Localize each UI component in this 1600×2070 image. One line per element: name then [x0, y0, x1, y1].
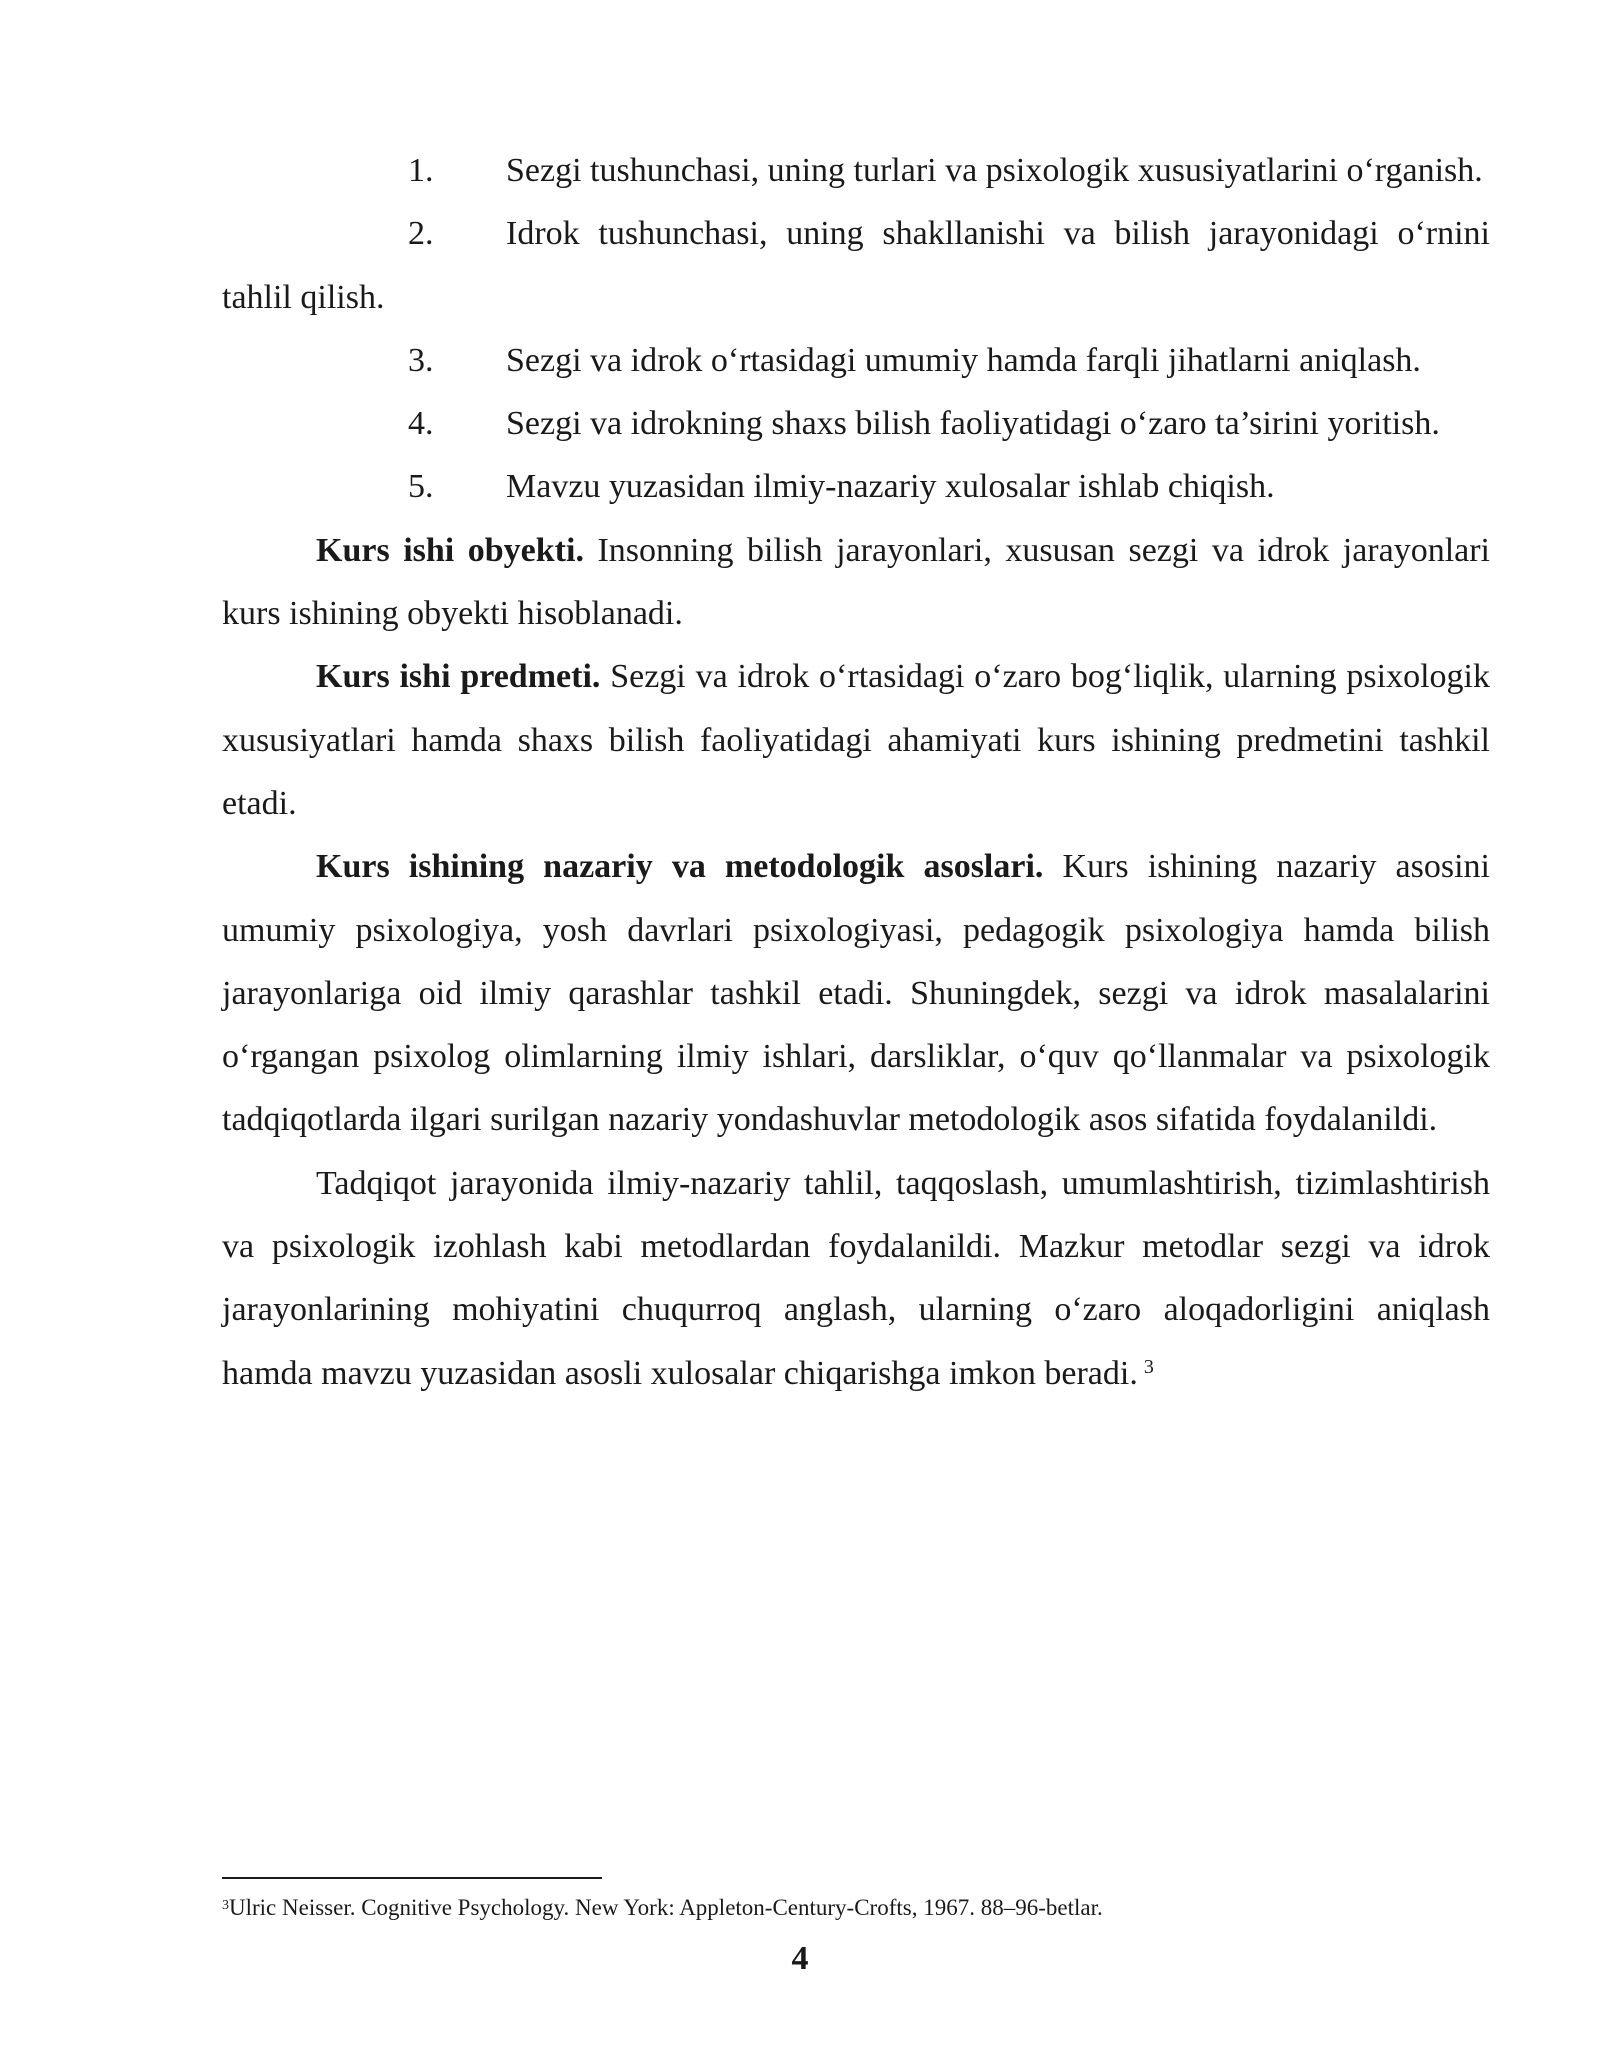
- list-number: 2.: [408, 215, 434, 253]
- methods-paragraph: [222, 1152, 1490, 1405]
- subject-paragraph: [222, 645, 1490, 835]
- body-text: [222, 139, 1490, 1405]
- foundations-text: Kurs ishining nazariy asosini umumiy psixologiya, yosh davrlari psixologiyasi, pedagogik psixologiya hamda bilish jarayonlariga oid ilmiy qarashlar tashkil etadi. Shuningdek, sezgi va idrok masalalarini o‘rgangan psixolog olimlarning ilmiy ishlari, darsliklar, o‘quv qo‘llanmalar va psixologik tadqiqotlarda ilgari surilgan nazariy yondashuvlar metodologik asos sifatida foydalanildi.: [222, 848, 1490, 1139]
- subject-text: Sezgi va idrok o‘rtasidagi o‘zaro bog‘liqlik, ularning psixologik xususiyatlari hamda shaxs bilish faoliyatidagi ahamiyati kurs ishining predmetini tashkil etadi.: [222, 658, 1490, 822]
- object-paragraph: [222, 519, 1490, 646]
- list-number: 3.: [408, 341, 434, 379]
- list-text: Sezgi tushunchasi, uning turlari va psixologik xususiyatlarini o‘rganish.: [506, 152, 1483, 189]
- list-number: 1.: [408, 152, 434, 189]
- methods-text: Tadqiqot jarayonida ilmiy-nazariy tahlil, taqqoslash, umumlashtirish, tizimlashtirish va psixologik izohlash kabi metodlardan foydalanildi. Mazkur metodlar sezgi va idrok jarayonlarining mohiyatini chuqurroq anglash, ularning o‘zaro aloqadorligini aniqlash hamda mavzu yuzasidan asosli xulosalar chiqarishga imkon beradi.: [222, 1164, 1490, 1392]
- objective-item-3: [222, 329, 1490, 392]
- page-number: 4: [791, 1940, 809, 1977]
- list-number: 4.: [408, 405, 434, 443]
- footnote-reference[interactable]: 3: [1143, 1355, 1154, 1378]
- object-heading: Kurs ishi obyekti.: [316, 531, 584, 569]
- objective-item-1: [222, 139, 1490, 202]
- foundations-heading: Kurs ishining nazariy va metodologik asoslari.: [316, 848, 1044, 886]
- footnote-text: Ulric Neisser. Cognitive Psychology. New York: Appleton-Century-Crofts, 1967. 88–96-betlar.: [229, 1895, 1103, 1920]
- subject-heading: Kurs ishi predmeti.: [316, 658, 601, 696]
- objective-item-2: [222, 202, 1490, 329]
- list-text: Mavzu yuzasidan ilmiy-nazariy xulosalar ishlab chiqish.: [506, 468, 1275, 506]
- list-text: Sezgi va idrok o‘rtasidagi umumiy hamda farqli jihatlarni aniqlash.: [506, 341, 1421, 379]
- footnote: [222, 1890, 1490, 1926]
- footnote-marker: 3: [222, 1898, 229, 1913]
- list-text: Idrok tushunchasi, uning shakllanishi va bilish jarayonidagi o‘rnini tahlil qilish.: [222, 215, 1490, 316]
- objective-item-4: [222, 392, 1490, 455]
- object-text: Insonning bilish jarayonlari, xususan sezgi va idrok jarayonlari kurs ishining obyekti hisoblanadi.: [222, 531, 1491, 633]
- list-text: Sezgi va idrokning shaxs bilish faoliyatidagi o‘zaro ta’sirini yoritish.: [506, 405, 1440, 443]
- foundations-paragraph: [222, 835, 1490, 1151]
- objective-item-5: [222, 455, 1490, 518]
- list-number: 5.: [408, 468, 434, 506]
- footnote-separator: [222, 1877, 602, 1879]
